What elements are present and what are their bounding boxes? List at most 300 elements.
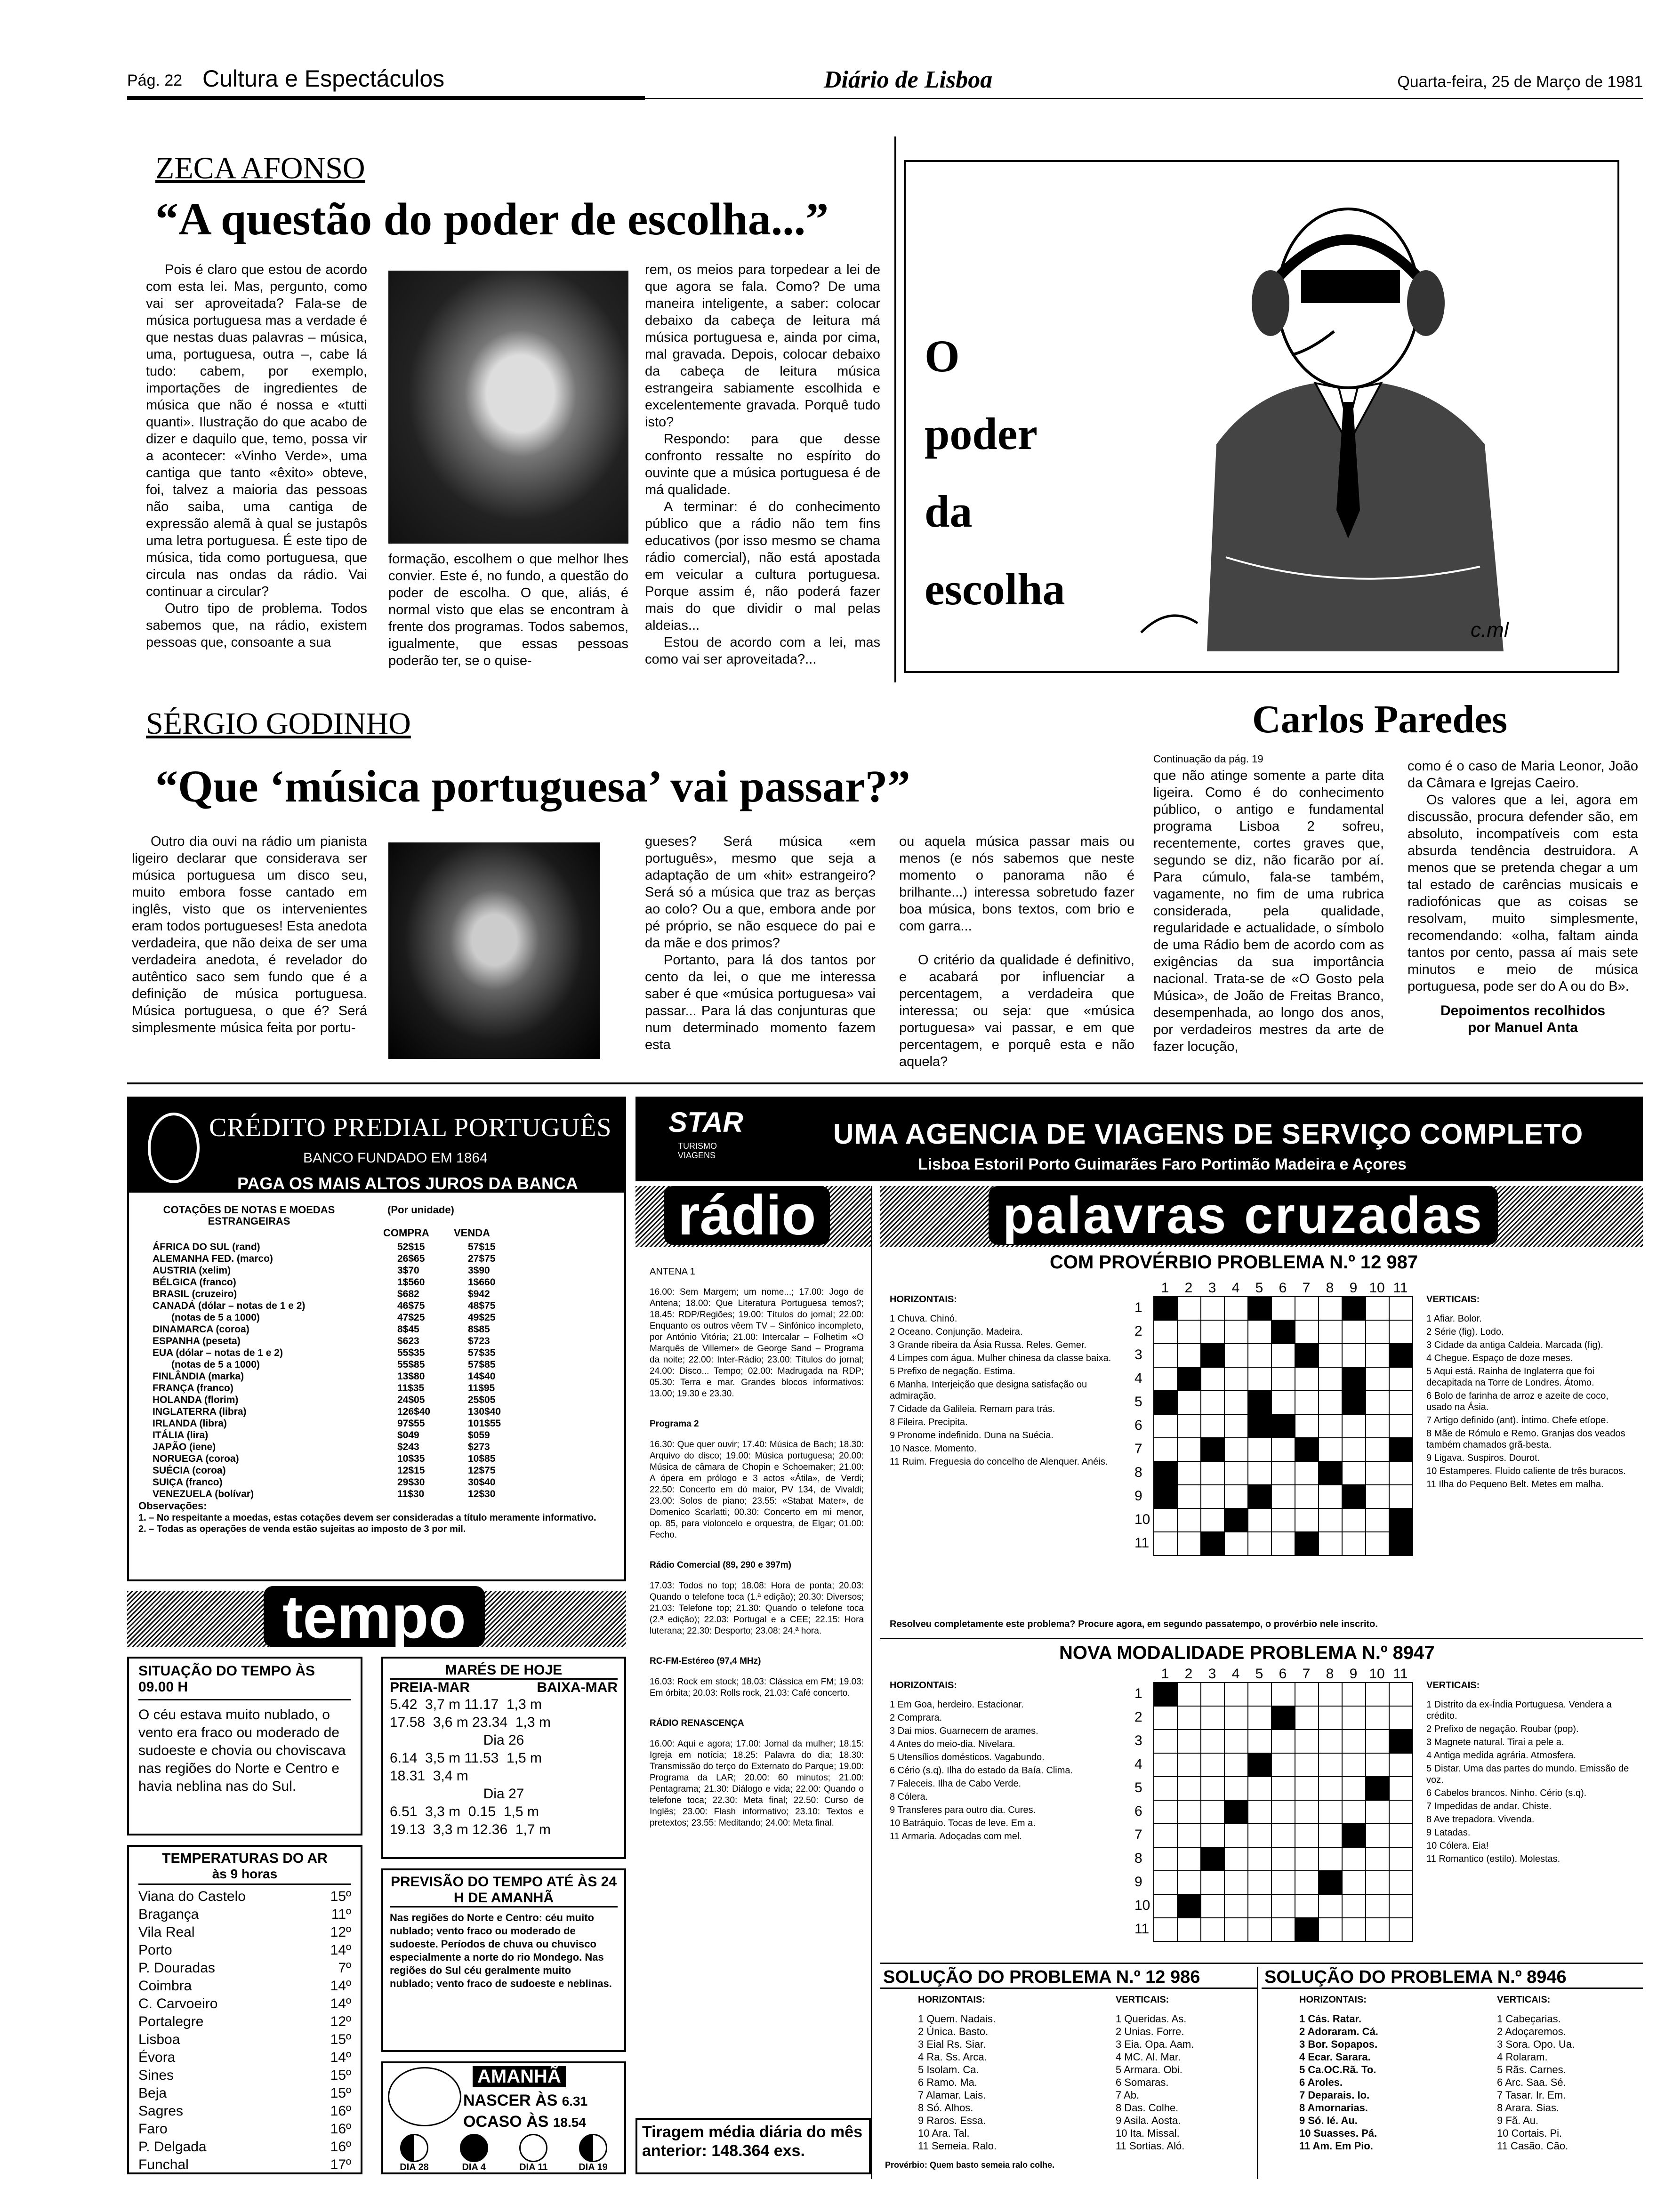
grid-cell[interactable] (1271, 1391, 1295, 1414)
grid-cell[interactable] (1201, 1777, 1224, 1800)
grid-cell[interactable] (1271, 1730, 1295, 1753)
feature-title-line: da (925, 486, 973, 537)
column-number: 10 (1369, 1280, 1385, 1296)
column-number: 6 (1279, 1666, 1287, 1682)
grid-column-numbers (1153, 1666, 1413, 1682)
grid-cell[interactable] (1342, 1461, 1366, 1485)
grid-cell[interactable] (1201, 1800, 1224, 1824)
grid-cell[interactable] (1271, 1532, 1295, 1555)
grid-cell[interactable] (1319, 1871, 1342, 1894)
grid-cell[interactable] (1177, 1391, 1201, 1414)
grid-cell[interactable] (1271, 1508, 1295, 1532)
grid-cell[interactable] (1201, 1297, 1224, 1320)
grid-cell[interactable] (1389, 1824, 1413, 1847)
grid-cell[interactable] (1389, 1297, 1413, 1320)
grid-cell[interactable] (1224, 1508, 1248, 1532)
grid-cell[interactable] (1271, 1344, 1295, 1367)
article-column-1 (1153, 767, 1384, 1055)
grid-cell[interactable] (1177, 1777, 1201, 1800)
grid-cell[interactable] (1201, 1894, 1224, 1918)
grid-cell[interactable] (1271, 1414, 1295, 1438)
grid-cell[interactable] (1366, 1320, 1389, 1344)
grid-cell[interactable] (1389, 1438, 1413, 1461)
grid-cell[interactable] (1201, 1391, 1224, 1414)
grid-cell[interactable] (1366, 1918, 1389, 1941)
grid-cell[interactable] (1366, 1847, 1389, 1871)
currency-name: NORUEGA (coroa) (153, 1453, 239, 1464)
grid-cell[interactable] (1201, 1871, 1224, 1894)
grid-cell[interactable] (1224, 1800, 1248, 1824)
city-name: Coimbra (138, 1978, 192, 1994)
grid-cell[interactable] (1389, 1532, 1413, 1555)
grid-cell[interactable] (1389, 1706, 1413, 1730)
grid-cell[interactable] (1154, 1918, 1177, 1941)
grid-cell[interactable] (1295, 1320, 1319, 1344)
grid-cell[interactable] (1248, 1532, 1271, 1555)
article-headline: “A questão do poder de escolha...” (155, 194, 829, 245)
grid-cell[interactable] (1319, 1730, 1342, 1753)
grid-cell[interactable] (1201, 1706, 1224, 1730)
grid-cell[interactable] (1177, 1800, 1201, 1824)
grid-cell[interactable] (1154, 1367, 1177, 1391)
row-number: 10 (1134, 1512, 1150, 1527)
grid-cell[interactable] (1177, 1753, 1201, 1777)
grid-cell[interactable] (1271, 1461, 1295, 1485)
grid-table[interactable] (1153, 1296, 1413, 1556)
grid-cell[interactable] (1295, 1683, 1319, 1706)
grid-cell[interactable] (1224, 1871, 1248, 1894)
grid-cell[interactable] (1201, 1532, 1224, 1555)
clue: 5 Aqui está. Rainha de Inglaterra que foi decapitada na Torre de Londres. Átomo. (1426, 1366, 1594, 1388)
grid-cell[interactable] (1295, 1438, 1319, 1461)
grid-cell[interactable] (1224, 1485, 1248, 1508)
grid-cell[interactable] (1248, 1777, 1271, 1800)
bank-ad (127, 1097, 626, 1581)
grid-cell[interactable] (1389, 1871, 1413, 1894)
grid-cell[interactable] (1366, 1391, 1389, 1414)
grid-cell[interactable] (1154, 1485, 1177, 1508)
grid-cell[interactable] (1366, 1438, 1389, 1461)
grid-cell[interactable] (1342, 1438, 1366, 1461)
grid-cell[interactable] (1271, 1753, 1295, 1777)
grid-cell[interactable] (1224, 1730, 1248, 1753)
horizontals-list (890, 1699, 1116, 1844)
grid-cell[interactable] (1342, 1320, 1366, 1344)
grid-cell[interactable] (1224, 1320, 1248, 1344)
currency-name: ESPANHA (peseta) (153, 1336, 241, 1346)
grid-cell[interactable] (1224, 1847, 1248, 1871)
crossword-grid[interactable] (1134, 1666, 1413, 1942)
grid-cell[interactable] (1389, 1461, 1413, 1485)
grid-cell[interactable] (1248, 1391, 1271, 1414)
grid-cell[interactable] (1389, 1683, 1413, 1706)
grid-cell[interactable] (1201, 1320, 1224, 1344)
grid-cell[interactable] (1342, 1367, 1366, 1391)
grid-cell[interactable] (1154, 1894, 1177, 1918)
grid-cell[interactable] (1224, 1532, 1248, 1555)
grid-cell[interactable] (1177, 1367, 1201, 1391)
grid-cell[interactable] (1319, 1367, 1342, 1391)
grid-cell[interactable] (1177, 1918, 1201, 1941)
grid-cell[interactable] (1248, 1344, 1271, 1367)
grid-cell[interactable] (1342, 1414, 1366, 1438)
grid-cell[interactable] (1154, 1508, 1177, 1532)
grid-table[interactable] (1153, 1682, 1413, 1942)
grid-cell[interactable] (1177, 1508, 1201, 1532)
grid-cell[interactable] (1366, 1824, 1389, 1847)
grid-cell[interactable] (1271, 1706, 1295, 1730)
grid-cell[interactable] (1319, 1894, 1342, 1918)
column-number: 2 (1184, 1280, 1193, 1296)
grid-cell[interactable] (1154, 1297, 1177, 1320)
grid-cell[interactable] (1319, 1297, 1342, 1320)
grid-cell[interactable] (1342, 1508, 1366, 1532)
column-number: 4 (1231, 1280, 1240, 1296)
grid-cell[interactable] (1366, 1753, 1389, 1777)
grid-cell[interactable] (1319, 1461, 1342, 1485)
grid-cell[interactable] (1342, 1297, 1366, 1320)
grid-cell[interactable] (1295, 1824, 1319, 1847)
grid-cell[interactable] (1248, 1367, 1271, 1391)
grid-cell[interactable] (1389, 1894, 1413, 1918)
grid-cell[interactable] (1295, 1918, 1319, 1941)
grid-cell[interactable] (1271, 1367, 1295, 1391)
grid-cell[interactable] (1177, 1683, 1201, 1706)
paragraph: rem, os meios para torpedear a lei de que agora se fala. Como? De uma maneira inteligente, a saber: colocar debaixo da cabeça de leitura má música portuguesa e, ainda por cima, mal gravada. Depois, colocar debaixo da cabeça de leitura música estrangeira sabiamente escolhida e excelentemente gravada. Porquê tudo isto? (645, 262, 880, 430)
grid-cell[interactable] (1271, 1871, 1295, 1894)
grid-cell[interactable] (1342, 1800, 1366, 1824)
grid-cell[interactable] (1366, 1894, 1389, 1918)
buy-rate: 55$35 (397, 1347, 425, 1358)
sunrise-label (463, 2092, 587, 2110)
grid-cell[interactable] (1224, 1706, 1248, 1730)
grid-cell[interactable] (1295, 1367, 1319, 1391)
grid-cell[interactable] (1154, 1320, 1177, 1344)
grid-cell[interactable] (1177, 1297, 1201, 1320)
grid-cell[interactable] (1295, 1871, 1319, 1894)
grid-row-numbers (1134, 1296, 1153, 1556)
grid-cell[interactable] (1201, 1485, 1224, 1508)
grid-cell[interactable] (1201, 1367, 1224, 1391)
grid-cell[interactable] (1224, 1297, 1248, 1320)
grid-cell[interactable] (1389, 1320, 1413, 1344)
grid-cell[interactable] (1342, 1894, 1366, 1918)
grid-cell[interactable] (1342, 1391, 1366, 1414)
currency-name: IRLANDA (libra) (153, 1418, 227, 1429)
grid-cell[interactable] (1366, 1532, 1389, 1555)
clue: 9 Pronome indefinido. Duna na Suécia. (890, 1430, 1054, 1441)
grid-cell[interactable] (1248, 1706, 1271, 1730)
grid-cell[interactable] (1248, 1438, 1271, 1461)
grid-cell[interactable] (1366, 1800, 1389, 1824)
grid-cell[interactable] (1389, 1753, 1413, 1777)
grid-cell[interactable] (1177, 1532, 1201, 1555)
grid-cell[interactable] (1319, 1683, 1342, 1706)
grid-cell[interactable] (1389, 1730, 1413, 1753)
grid-cell[interactable] (1295, 1485, 1319, 1508)
grid-cell[interactable] (1342, 1918, 1366, 1941)
grid-cell[interactable] (1154, 1706, 1177, 1730)
rate-row (134, 1429, 619, 1441)
grid-cell[interactable] (1319, 1532, 1342, 1555)
grid-cell[interactable] (1319, 1438, 1342, 1461)
grid-cell[interactable] (1224, 1918, 1248, 1941)
grid-cell[interactable] (1342, 1683, 1366, 1706)
grid-cell[interactable] (1154, 1730, 1177, 1753)
grid-cell[interactable] (1295, 1461, 1319, 1485)
solution-entry: 9 Asila. Aosta. (1116, 2115, 1181, 2126)
grid-cell[interactable] (1154, 1414, 1177, 1438)
grid-cell[interactable] (1366, 1461, 1389, 1485)
grid-cell[interactable] (1201, 1824, 1224, 1847)
grid-cell[interactable] (1201, 1918, 1224, 1941)
grid-cell[interactable] (1248, 1461, 1271, 1485)
rate-row (134, 1406, 619, 1418)
grid-cell[interactable] (1248, 1320, 1271, 1344)
grid-cell[interactable] (1154, 1344, 1177, 1367)
grid-cell[interactable] (1295, 1532, 1319, 1555)
grid-cell[interactable] (1177, 1730, 1201, 1753)
grid-cell[interactable] (1201, 1344, 1224, 1367)
grid-cell[interactable] (1389, 1367, 1413, 1391)
grid-cell[interactable] (1295, 1344, 1319, 1367)
grid-cell[interactable] (1177, 1320, 1201, 1344)
solution-entry: 7 Tasar. Ir. Em. (1497, 2089, 1566, 2101)
clue: 11 Ilha do Pequeno Belt. Metes em malha. (1426, 1479, 1604, 1490)
grid-cell[interactable] (1248, 1683, 1271, 1706)
crossword-grid[interactable] (1134, 1280, 1413, 1556)
grid-cell[interactable] (1248, 1414, 1271, 1438)
grid-cell[interactable] (1224, 1344, 1248, 1367)
article-column-2 (388, 551, 628, 669)
grid-cell[interactable] (1319, 1320, 1342, 1344)
grid-cell[interactable] (1248, 1297, 1271, 1320)
sunset-text: OCASO ÀS (463, 2113, 549, 2131)
grid-cell[interactable] (1154, 1753, 1177, 1777)
grid-cell[interactable] (1366, 1414, 1389, 1438)
grid-cell[interactable] (1342, 1777, 1366, 1800)
grid-cell[interactable] (1319, 1706, 1342, 1730)
grid-cell[interactable] (1342, 1532, 1366, 1555)
grid-cell[interactable] (1224, 1461, 1248, 1485)
grid-cell[interactable] (1154, 1871, 1177, 1894)
grid-cell[interactable] (1319, 1918, 1342, 1941)
grid-cell[interactable] (1366, 1706, 1389, 1730)
grid-cell[interactable] (1224, 1753, 1248, 1777)
grid-cell[interactable] (1201, 1461, 1224, 1485)
grid-cell[interactable] (1389, 1918, 1413, 1941)
buy-rate: 8$45 (397, 1324, 419, 1335)
grid-cell[interactable] (1201, 1414, 1224, 1438)
grid-cell[interactable] (1177, 1847, 1201, 1871)
grid-cell[interactable] (1201, 1438, 1224, 1461)
grid-cell[interactable] (1271, 1297, 1295, 1320)
article-headline: “Que ‘música portuguesa’ vai passar?” (155, 761, 910, 811)
grid-cell[interactable] (1154, 1777, 1177, 1800)
rate-row (134, 1476, 619, 1488)
grid-cell[interactable] (1154, 1800, 1177, 1824)
grid-cell[interactable] (1319, 1800, 1342, 1824)
city-name: Lisboa (138, 2032, 180, 2047)
grid-cell[interactable] (1319, 1508, 1342, 1532)
grid-cell[interactable] (1271, 1485, 1295, 1508)
station-listing: 16.30: Que quer ouvir; 17.40: Música de Bach; 18.30: Arquivo do disco; 19.00: Música portuguesa; 20.00: Música de câmara de Chopin e Schoemaker; 21.00: A ópera em prólogo e 3 actos «Átila», de Verdi; 22.50: Concerto em dó maior, PV 134, de Vivaldi; 23.00: Solos de piano; 23.55: «Stabat Mater», de Domenico Scarlatti; 00.30: Concerto em mi menor, op. 85, para violoncelo e orquestra, de Elgar; 01.00: Fecho. (650, 1440, 864, 1540)
grid-cell[interactable] (1342, 1871, 1366, 1894)
grid-cell[interactable] (1248, 1824, 1271, 1847)
grid-cell[interactable] (1366, 1344, 1389, 1367)
grid-cell[interactable] (1271, 1320, 1295, 1344)
grid-cell[interactable] (1366, 1730, 1389, 1753)
grid-cell[interactable] (1248, 1800, 1271, 1824)
grid-cell[interactable] (1177, 1344, 1201, 1367)
grid-cell[interactable] (1389, 1777, 1413, 1800)
rate-row (134, 1453, 619, 1465)
grid-cell[interactable] (1154, 1847, 1177, 1871)
grid-cell[interactable] (1319, 1847, 1342, 1871)
grid-cell[interactable] (1271, 1847, 1295, 1871)
grid-cell[interactable] (1271, 1683, 1295, 1706)
grid-cell[interactable] (1271, 1800, 1295, 1824)
grid-cell[interactable] (1319, 1391, 1342, 1414)
horizontals-list (890, 1313, 1116, 1469)
grid-cell[interactable] (1248, 1508, 1271, 1532)
grid-cell[interactable] (1154, 1391, 1177, 1414)
grid-cell[interactable] (1177, 1461, 1201, 1485)
grid-cell[interactable] (1389, 1847, 1413, 1871)
grid-cell[interactable] (1201, 1753, 1224, 1777)
solution-entry: 10 Cortais. Pi. (1497, 2127, 1562, 2139)
page-header (127, 61, 1643, 99)
grid-cell[interactable] (1342, 1847, 1366, 1871)
grid-cell[interactable] (1319, 1777, 1342, 1800)
solution-entry: 5 Rãs. Carnes. (1497, 2064, 1566, 2076)
solution-entry: 11 Casão. Cão. (1497, 2140, 1569, 2152)
grid-cell[interactable] (1177, 1894, 1201, 1918)
zeca-afonso-photo (388, 271, 628, 544)
paragraph: ou aquela música passar mais ou menos (e nós sabemos que neste momento o panorama não é brilhante...) interessa sobretudo fazer boa música, bons textos, com brio e com garra... (899, 834, 1134, 934)
grid-cell[interactable] (1366, 1485, 1389, 1508)
grid-cell[interactable] (1366, 1367, 1389, 1391)
grid-cell[interactable] (1366, 1871, 1389, 1894)
grid-cell[interactable] (1271, 1777, 1295, 1800)
grid-cell[interactable] (1154, 1683, 1177, 1706)
grid-cell[interactable] (1389, 1344, 1413, 1367)
col-venda: VENDA (454, 1227, 491, 1239)
grid-cell[interactable] (1271, 1438, 1295, 1461)
grid-cell[interactable] (1248, 1918, 1271, 1941)
grid-cell[interactable] (1177, 1438, 1201, 1461)
grid-cell[interactable] (1295, 1706, 1319, 1730)
grid-cell[interactable] (1366, 1683, 1389, 1706)
grid-cell[interactable] (1201, 1683, 1224, 1706)
verticals-list (1426, 1699, 1633, 1867)
grid-cell[interactable] (1177, 1414, 1201, 1438)
grid-cell[interactable] (1342, 1824, 1366, 1847)
city-temperature: 12º (330, 2014, 351, 2029)
grid-cell[interactable] (1201, 1730, 1224, 1753)
grid-cell[interactable] (1389, 1391, 1413, 1414)
grid-cell[interactable] (1342, 1753, 1366, 1777)
grid-cell[interactable] (1295, 1753, 1319, 1777)
grid-cell[interactable] (1224, 1367, 1248, 1391)
grid-cell[interactable] (1295, 1847, 1319, 1871)
grid-cell[interactable] (1224, 1777, 1248, 1800)
grid-cell[interactable] (1319, 1414, 1342, 1438)
grid-cell[interactable] (1295, 1297, 1319, 1320)
grid-cell[interactable] (1224, 1438, 1248, 1461)
grid-cell[interactable] (1366, 1777, 1389, 1800)
grid-cell[interactable] (1248, 1485, 1271, 1508)
grid-cell[interactable] (1154, 1532, 1177, 1555)
grid-cell[interactable] (1295, 1894, 1319, 1918)
row-number: 2 (1134, 1709, 1142, 1725)
grid-cell[interactable] (1177, 1485, 1201, 1508)
grid-cell[interactable] (1248, 1847, 1271, 1871)
grid-cell[interactable] (1248, 1753, 1271, 1777)
city-temperature: 12º (330, 1924, 351, 1940)
grid-cell[interactable] (1248, 1730, 1271, 1753)
grid-cell[interactable] (1295, 1391, 1319, 1414)
grid-cell[interactable] (1366, 1508, 1389, 1532)
grid-cell[interactable] (1177, 1706, 1201, 1730)
grid-cell[interactable] (1342, 1730, 1366, 1753)
grid-cell[interactable] (1295, 1508, 1319, 1532)
grid-cell[interactable] (1201, 1847, 1224, 1871)
grid-cell[interactable] (1248, 1894, 1271, 1918)
grid-cell[interactable] (1271, 1824, 1295, 1847)
grid-cell[interactable] (1224, 1414, 1248, 1438)
grid-cell[interactable] (1389, 1485, 1413, 1508)
grid-cell[interactable] (1342, 1485, 1366, 1508)
grid-cell[interactable] (1271, 1894, 1295, 1918)
grid-cell[interactable] (1295, 1800, 1319, 1824)
grid-cell[interactable] (1319, 1344, 1342, 1367)
column-number: 6 (1279, 1280, 1287, 1296)
grid-cell[interactable] (1224, 1391, 1248, 1414)
sell-rate: $942 (468, 1289, 490, 1299)
clue: 10 Cólera. Eia! (1426, 1841, 1489, 1851)
grid-cell[interactable] (1342, 1344, 1366, 1367)
grid-cell[interactable] (1319, 1485, 1342, 1508)
grid-cell[interactable] (1319, 1753, 1342, 1777)
credit-line: Depoimentos recolhidos (1440, 1003, 1606, 1018)
grid-cell[interactable] (1224, 1824, 1248, 1847)
grid-cell[interactable] (1295, 1777, 1319, 1800)
grid-cell[interactable] (1224, 1894, 1248, 1918)
buy-rate: 11$35 (397, 1383, 425, 1394)
grid-cell[interactable] (1319, 1824, 1342, 1847)
grid-cell[interactable] (1177, 1824, 1201, 1847)
grid-cell[interactable] (1271, 1918, 1295, 1941)
buy-rate: 24$05 (397, 1395, 425, 1405)
moon-icon (460, 2134, 488, 2162)
section-divider (127, 1082, 1643, 1084)
grid-cell[interactable] (1295, 1414, 1319, 1438)
grid-cell[interactable] (1366, 1297, 1389, 1320)
grid-cell[interactable] (1154, 1461, 1177, 1485)
grid-cell[interactable] (1154, 1824, 1177, 1847)
grid-cell[interactable] (1201, 1508, 1224, 1532)
grid-cell[interactable] (1154, 1438, 1177, 1461)
grid-cell[interactable] (1342, 1706, 1366, 1730)
grid-cell[interactable] (1224, 1683, 1248, 1706)
grid-cell[interactable] (1177, 1871, 1201, 1894)
grid-cell[interactable] (1389, 1414, 1413, 1438)
grid-cell[interactable] (1295, 1730, 1319, 1753)
grid-cell[interactable] (1389, 1800, 1413, 1824)
grid-cell[interactable] (1248, 1871, 1271, 1894)
grid-cell[interactable] (1389, 1508, 1413, 1532)
